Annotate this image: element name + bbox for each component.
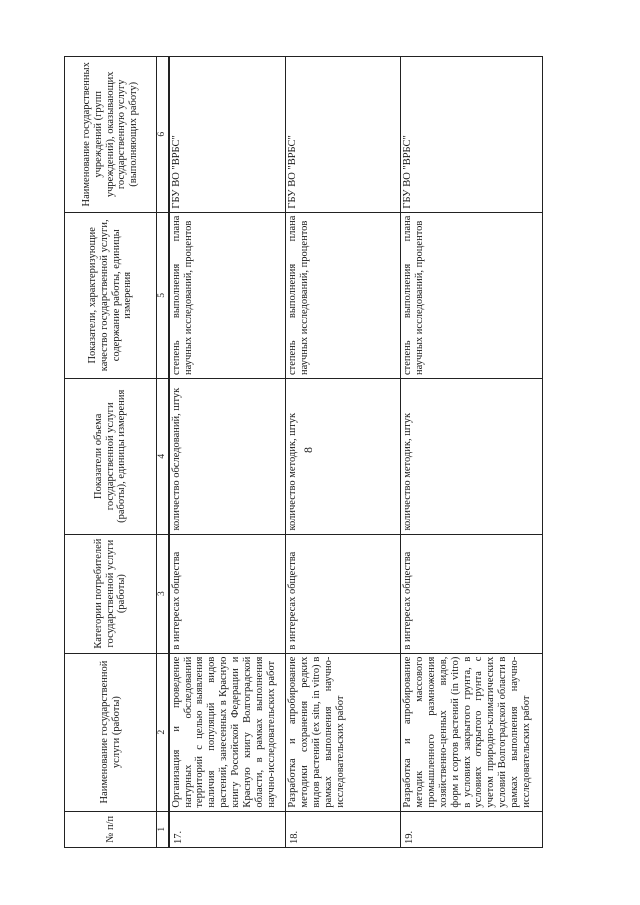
row-number: 17. (169, 811, 286, 847)
column-number: 6 (157, 57, 169, 213)
service-name: Разработка и апробирование методики сохранения редких видов растений (ex situ, in vitro) в рамках выполнения научно-исследовательских работ (286, 653, 401, 811)
service-name: Организация и проведение натурных обследований территорий с целью выявления наличия популяций видов растений, занесенных в Красную книгу Российской Федерации и Красную книгу Волгоградской области, в рамках выполнения научно-исследовательских работ (169, 653, 286, 811)
consumers: в интересах общества (286, 534, 401, 653)
quality-indicator: степень выполнения плана научных исследований, процентов (169, 212, 286, 378)
volume-indicator: количество обследований, штук (169, 379, 286, 535)
volume-indicator: количество методик, штук (286, 379, 401, 535)
quality-indicator: степень выполнения плана научных исследований, процентов (401, 212, 543, 378)
header-consumers: Категории потребителей государственной услуги (работы) (65, 534, 157, 653)
column-number: 5 (157, 212, 169, 378)
institution: ГБУ ВО "ВРБС" (169, 57, 286, 213)
row-number: 18. (286, 811, 401, 847)
column-number: 1 (157, 811, 169, 847)
services-table (64, 56, 543, 848)
consumers: в интересах общества (169, 534, 286, 653)
row-number: 19. (401, 811, 543, 847)
consumers: в интересах общества (401, 534, 543, 653)
column-number: 2 (157, 653, 169, 811)
header-volume: Показатели объема государственной услуги (работы), единицы измерения (65, 379, 157, 535)
header-number: № п/п (65, 811, 157, 847)
quality-indicator: степень выполнения плана научных исследований, процентов (286, 212, 401, 378)
column-numbers-row (157, 57, 169, 848)
volume-indicator: количество методик, штук (401, 379, 543, 535)
table-row (286, 57, 401, 848)
table-row (169, 57, 286, 848)
header-service-name: Наименование государственной услуги (работы) (65, 653, 157, 811)
header-institution: Наименование государственных учреждений (групп учреждений), оказывающих государственную услугу (выполняющих работу) (65, 57, 157, 213)
service-name: Разработка и апробирование методик массового промышленного размножения хозяйственно-ценных видов, форм и сортов растений (in vitro) в условиях закрытого грунта, в условиях открытого грунта с учетом природно-климатических условий Волгоградской области в рамках выполнения научно-исследовательских работ (401, 653, 543, 811)
rotated-table-container (64, 56, 554, 848)
header-quality: Показатели, характеризующие качество государственной услуги, содержание работы, единицы измерения (65, 212, 157, 378)
column-number: 3 (157, 534, 169, 653)
column-number: 4 (157, 379, 169, 535)
institution: ГБУ ВО "ВРБС" (401, 57, 543, 213)
table-header-row (65, 57, 157, 848)
institution: ГБУ ВО "ВРБС" (286, 57, 401, 213)
page-number: 8 (301, 447, 315, 453)
table-row (401, 57, 543, 848)
